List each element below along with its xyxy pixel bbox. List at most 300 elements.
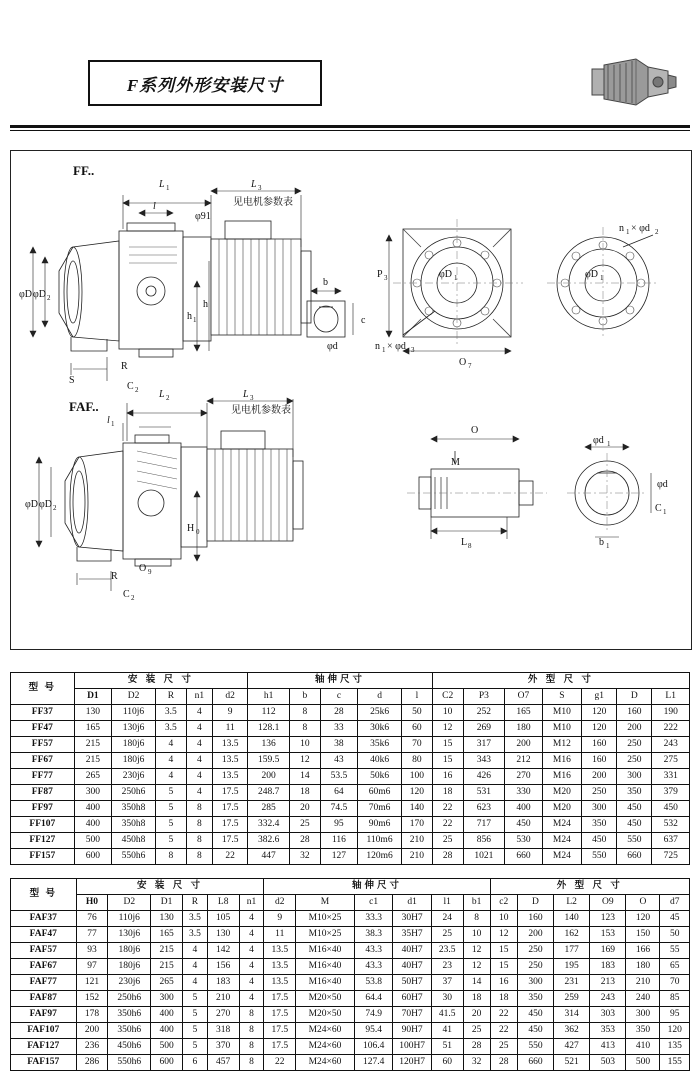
table-cell: 5 xyxy=(155,785,186,801)
table-cell: 50 xyxy=(402,705,433,721)
table-cell: 4 xyxy=(186,721,212,737)
table-cell: 350h8 xyxy=(112,801,156,817)
svg-text:O: O xyxy=(471,425,479,436)
table-cell: 200 xyxy=(517,927,553,943)
table-cell: 200 xyxy=(505,737,542,753)
cell-model: FAF87 xyxy=(11,991,77,1007)
table-cell: 270 xyxy=(505,769,542,785)
table-cell: 150 xyxy=(626,927,660,943)
table-cell: 450 xyxy=(617,817,652,833)
cell-model: FF87 xyxy=(11,785,75,801)
th2-O9: O9 xyxy=(590,895,626,911)
table-cell: 450 xyxy=(617,801,652,817)
table-cell: 350h6 xyxy=(108,1007,151,1023)
table-cell: 550h6 xyxy=(108,1055,151,1071)
table-cell: 22 xyxy=(490,1007,517,1023)
table-cell: M24 xyxy=(542,817,582,833)
table-cell: 112 xyxy=(248,705,290,721)
table-cell: 25k6 xyxy=(358,705,402,721)
table-row xyxy=(11,833,690,849)
table-cell: 60 xyxy=(431,1055,463,1071)
table-cell: 180j6 xyxy=(112,753,156,769)
table-cell: 22 xyxy=(490,1023,517,1039)
svg-text:2: 2 xyxy=(166,394,170,402)
table-cell: 400 xyxy=(74,801,111,817)
table-cell: 135 xyxy=(660,1039,690,1055)
table-cell: M24×60 xyxy=(296,1023,355,1039)
table-cell: 28 xyxy=(320,705,357,721)
table-cell: 450h8 xyxy=(112,833,156,849)
table-cell: 4 xyxy=(155,769,186,785)
table-cell: 170 xyxy=(402,817,433,833)
table-cell: 60 xyxy=(402,721,433,737)
table-cell: M24×60 xyxy=(296,1055,355,1071)
th2-D1: D1 xyxy=(151,895,183,911)
table-cell: 660 xyxy=(617,849,652,865)
th-b: b xyxy=(290,689,321,705)
table-cell: 17.5 xyxy=(264,991,296,1007)
table-cell: 95.4 xyxy=(354,1023,392,1039)
table-cell: 120 xyxy=(582,705,617,721)
table-cell: 250h6 xyxy=(108,991,151,1007)
table-cell: 128.1 xyxy=(248,721,290,737)
table-cell: M16×40 xyxy=(296,959,355,975)
table-cell: 236 xyxy=(76,1039,108,1055)
table-cell: 130j6 xyxy=(112,721,156,737)
svg-text:O: O xyxy=(139,563,147,574)
table-row xyxy=(11,817,690,833)
table-cell: 32 xyxy=(463,1055,490,1071)
table-cell: M10×25 xyxy=(296,927,355,943)
svg-text:h: h xyxy=(187,311,192,322)
table-cell: 637 xyxy=(652,833,690,849)
table-cell: 153 xyxy=(590,927,626,943)
dimension-table-ff xyxy=(10,672,690,865)
table-cell: 5 xyxy=(182,991,207,1007)
cell-model: FF157 xyxy=(11,849,75,865)
table-cell: 50H7 xyxy=(393,975,431,991)
table-cell: 140 xyxy=(402,801,433,817)
table-cell: 8 xyxy=(463,911,490,927)
table-cell: 74.9 xyxy=(354,1007,392,1023)
table-row xyxy=(11,943,690,959)
table-cell: 165 xyxy=(151,927,183,943)
table-cell: 4 xyxy=(182,959,207,975)
table-cell: 22 xyxy=(213,849,248,865)
table-cell: 180 xyxy=(505,721,542,737)
table-cell: 4 xyxy=(186,769,212,785)
th-L1: L1 xyxy=(652,689,690,705)
cell-model: FF107 xyxy=(11,817,75,833)
table-cell: 8 xyxy=(155,849,186,865)
table-cell: 15 xyxy=(490,943,517,959)
table-cell: 20 xyxy=(463,1007,490,1023)
table-cell: 165 xyxy=(505,705,542,721)
table-cell: 14 xyxy=(290,769,321,785)
table-cell: 16 xyxy=(490,975,517,991)
cell-model: FAF107 xyxy=(11,1023,77,1039)
table-cell: 4 xyxy=(186,737,212,753)
table-cell: 500 xyxy=(626,1055,660,1071)
table-cell: M24 xyxy=(542,849,582,865)
table-cell: 160 xyxy=(617,705,652,721)
table-cell: 22 xyxy=(432,817,463,833)
th2-l1: l1 xyxy=(431,895,463,911)
table-cell: 45 xyxy=(660,911,690,927)
table-cell: 183 xyxy=(590,959,626,975)
table-cell: 160 xyxy=(582,753,617,769)
svg-text:1: 1 xyxy=(600,274,604,282)
table-cell: 275 xyxy=(652,753,690,769)
svg-text:2: 2 xyxy=(135,386,139,394)
table-cell: 521 xyxy=(554,1055,590,1071)
table-row xyxy=(11,911,690,927)
table-cell: 362 xyxy=(554,1023,590,1039)
table-cell: 4 xyxy=(239,927,264,943)
svg-text:1: 1 xyxy=(193,316,197,324)
cell-model: FAF127 xyxy=(11,1039,77,1055)
svg-text:S: S xyxy=(69,375,75,386)
table-cell: 43 xyxy=(320,753,357,769)
table-cell: 350 xyxy=(517,991,553,1007)
table-cell: 503 xyxy=(590,1055,626,1071)
th-O7: O7 xyxy=(505,689,542,705)
svg-text:1: 1 xyxy=(626,228,630,236)
table-cell: 1021 xyxy=(463,849,505,865)
table-cell: 13.5 xyxy=(213,769,248,785)
group-mounting: 安 装 尺 寸 xyxy=(74,673,248,689)
th2-D: D xyxy=(517,895,553,911)
table-cell: 23.5 xyxy=(431,943,463,959)
table-cell: 250 xyxy=(617,737,652,753)
table-cell: M20 xyxy=(542,801,582,817)
group-outline: 外 型 尺 寸 xyxy=(432,673,689,689)
th2-d1: d1 xyxy=(393,895,431,911)
table-cell: 18 xyxy=(463,991,490,1007)
table-cell: 65 xyxy=(660,959,690,975)
table-cell: M24×60 xyxy=(296,1039,355,1055)
table-cell: 17.5 xyxy=(213,833,248,849)
table-cell: 13.5 xyxy=(213,737,248,753)
table-cell: 4 xyxy=(239,911,264,927)
table-cell: 74.5 xyxy=(320,801,357,817)
table-cell: 95 xyxy=(660,1007,690,1023)
svg-text:L: L xyxy=(251,179,257,190)
col-model-2: 型 号 xyxy=(11,879,77,911)
table-row xyxy=(11,991,690,1007)
table-cell: 215 xyxy=(151,959,183,975)
table-cell: 8 xyxy=(239,1023,264,1039)
table-cell: 350 xyxy=(617,785,652,801)
th-C2: C2 xyxy=(432,689,463,705)
table-cell: 17.5 xyxy=(264,1007,296,1023)
svg-text:7: 7 xyxy=(468,362,472,370)
table-cell: 30k6 xyxy=(358,721,402,737)
table-cell: 130 xyxy=(151,911,183,927)
svg-text:2: 2 xyxy=(47,294,51,302)
th2-R: R xyxy=(182,895,207,911)
table-cell: 200 xyxy=(248,769,290,785)
th2-L2: L2 xyxy=(554,895,590,911)
table-cell: 210 xyxy=(402,849,433,865)
table-cell: 8 xyxy=(186,801,212,817)
table-cell: 265 xyxy=(151,975,183,991)
table-cell: 300 xyxy=(617,769,652,785)
table-cell: 600 xyxy=(151,1055,183,1071)
svg-text:1: 1 xyxy=(382,346,386,354)
table-cell: 30H7 xyxy=(393,911,431,927)
table-cell: 660 xyxy=(517,1055,553,1071)
table-cell: 243 xyxy=(590,991,626,1007)
table-cell: 120m6 xyxy=(358,849,402,865)
table-cell: 331 xyxy=(652,769,690,785)
table-cell: 100H7 xyxy=(393,1039,431,1055)
table-cell: 330 xyxy=(505,785,542,801)
table-cell: 51 xyxy=(431,1039,463,1055)
table-cell: 400 xyxy=(151,1023,183,1039)
svg-text:1: 1 xyxy=(607,440,611,448)
table-cell: 100 xyxy=(402,769,433,785)
table-cell: 215 xyxy=(151,943,183,959)
table-cell: 303 xyxy=(590,1007,626,1023)
table-cell: 400 xyxy=(505,801,542,817)
dimension-table-faf xyxy=(10,878,690,1071)
svg-text:1: 1 xyxy=(606,542,610,550)
table-cell: 8 xyxy=(239,1039,264,1055)
table-cell: 70m6 xyxy=(358,801,402,817)
technical-drawing xyxy=(11,151,689,647)
cell-model: FF37 xyxy=(11,705,75,721)
table-cell: 5 xyxy=(182,1023,207,1039)
th-d: d xyxy=(358,689,402,705)
table-cell: 156 xyxy=(207,959,239,975)
table-cell: M16 xyxy=(542,753,582,769)
group-outline-2: 外 型 尺 寸 xyxy=(490,879,689,895)
table-row xyxy=(11,801,690,817)
table-cell: 12 xyxy=(290,753,321,769)
svg-text:L: L xyxy=(461,537,468,548)
table-row xyxy=(11,705,690,721)
table-cell: 30 xyxy=(431,991,463,1007)
table-cell: 120 xyxy=(402,785,433,801)
table-cell: 450h6 xyxy=(108,1039,151,1055)
table-cell: 152 xyxy=(76,991,108,1007)
table-cell: 11 xyxy=(213,721,248,737)
table-cell: 12 xyxy=(490,927,517,943)
th2-H0: H0 xyxy=(76,895,108,911)
table-group-header-row xyxy=(11,673,690,689)
svg-text:b: b xyxy=(599,537,604,548)
svg-text:0: 0 xyxy=(196,528,200,536)
table-cell: 22 xyxy=(264,1055,296,1071)
table-cell: 32 xyxy=(290,849,321,865)
table-cell: 55 xyxy=(660,943,690,959)
table-cell: 856 xyxy=(463,833,505,849)
table-cell: 210 xyxy=(207,991,239,1007)
svg-text:1: 1 xyxy=(663,508,667,516)
svg-text:3: 3 xyxy=(258,184,262,192)
table-cell: 10 xyxy=(463,927,490,943)
table-cell: 353 xyxy=(590,1023,626,1039)
table-cell: 210 xyxy=(402,833,433,849)
table-cell: 243 xyxy=(652,737,690,753)
table-cell: 90m6 xyxy=(358,817,402,833)
table-cell: 142 xyxy=(207,943,239,959)
table-cell: 15 xyxy=(490,959,517,975)
table-cell: 13.5 xyxy=(213,753,248,769)
table-row xyxy=(11,1039,690,1055)
table-cell: 70 xyxy=(660,975,690,991)
table-cell: 162 xyxy=(554,927,590,943)
svg-text:3: 3 xyxy=(384,274,388,282)
th-D2: D2 xyxy=(112,689,156,705)
table-cell: 623 xyxy=(463,801,505,817)
table-cell: 38 xyxy=(320,737,357,753)
table-cell: 160 xyxy=(582,737,617,753)
svg-text:φ91: φ91 xyxy=(195,211,211,222)
table-cell: 550 xyxy=(582,849,617,865)
svg-text:H: H xyxy=(187,523,195,534)
th2-c1: c1 xyxy=(354,895,392,911)
table-cell: 457 xyxy=(207,1055,239,1071)
table-cell: 212 xyxy=(505,753,542,769)
table-cell: 110m6 xyxy=(358,833,402,849)
table-row xyxy=(11,1023,690,1039)
table-cell: 35H7 xyxy=(393,927,431,943)
table-cell: 300 xyxy=(626,1007,660,1023)
table-cell: 250 xyxy=(517,943,553,959)
table-cell: 250 xyxy=(517,959,553,975)
table-cell: 64.4 xyxy=(354,991,392,1007)
table-cell: 60m6 xyxy=(358,785,402,801)
table-cell: 6 xyxy=(182,1055,207,1071)
table-cell: 177 xyxy=(554,943,590,959)
table-cell: 43.3 xyxy=(354,943,392,959)
cell-model: FF57 xyxy=(11,737,75,753)
table-cell: 40k6 xyxy=(358,753,402,769)
table-row xyxy=(11,975,690,991)
table-cell: 120 xyxy=(582,721,617,737)
svg-text:2: 2 xyxy=(655,228,659,236)
svg-text:h: h xyxy=(203,299,208,310)
svg-text:l: l xyxy=(107,415,110,426)
table-cell: 400 xyxy=(151,1007,183,1023)
table-cell: 8 xyxy=(186,817,212,833)
group-shaft: 轴伸尺寸 xyxy=(248,673,433,689)
table-cell: 180j6 xyxy=(112,737,156,753)
svg-text:3: 3 xyxy=(250,394,254,402)
table-cell: 240 xyxy=(626,991,660,1007)
cell-model: FAF47 xyxy=(11,927,77,943)
table-cell: 8 xyxy=(239,1055,264,1071)
table-cell: 123 xyxy=(590,911,626,927)
th-P3: P3 xyxy=(463,689,505,705)
table-cell: 4 xyxy=(182,975,207,991)
table-cell: 5 xyxy=(182,1007,207,1023)
cell-model: FAF97 xyxy=(11,1007,77,1023)
table-cell: 600 xyxy=(74,849,111,865)
table-cell: 70H7 xyxy=(393,1007,431,1023)
table-cell: 4 xyxy=(239,975,264,991)
table-cell: 16 xyxy=(432,769,463,785)
svg-text:C: C xyxy=(127,381,134,392)
svg-text:2: 2 xyxy=(131,594,135,602)
table-cell: 18 xyxy=(432,785,463,801)
table-cell: 200 xyxy=(582,769,617,785)
table-cell: 8 xyxy=(186,849,212,865)
table-cell: 200 xyxy=(617,721,652,737)
th-n1: n1 xyxy=(186,689,212,705)
svg-text:φd: φd xyxy=(327,341,338,352)
table-cell: 231 xyxy=(554,975,590,991)
cell-model: FF97 xyxy=(11,801,75,817)
table-cell: 230j6 xyxy=(112,769,156,785)
table-cell: 159.5 xyxy=(248,753,290,769)
table-cell: 4 xyxy=(155,737,186,753)
table-cell: 18 xyxy=(490,991,517,1007)
svg-text:φD: φD xyxy=(19,289,32,300)
table-cell: 160 xyxy=(517,911,553,927)
table-cell: 130 xyxy=(74,705,111,721)
table-cell: 5 xyxy=(155,801,186,817)
table-cell: 350h6 xyxy=(108,1023,151,1039)
table-cell: 8 xyxy=(290,705,321,721)
table-cell: 110j6 xyxy=(108,911,151,927)
table-cell: 382.6 xyxy=(248,833,290,849)
th2-M: M xyxy=(296,895,355,911)
table-cell: 300 xyxy=(517,975,553,991)
table-cell: 17.5 xyxy=(264,1023,296,1039)
table-column-header-row xyxy=(11,689,690,705)
table-cell: 130j6 xyxy=(108,927,151,943)
table-cell: 9 xyxy=(264,911,296,927)
table-cell: 350 xyxy=(582,817,617,833)
svg-text:见电机参数表: 见电机参数表 xyxy=(233,197,293,208)
table-cell: 248.7 xyxy=(248,785,290,801)
table-cell: 270 xyxy=(207,1007,239,1023)
cell-model: FAF67 xyxy=(11,959,77,975)
table2-column-header-row xyxy=(11,895,690,911)
svg-text:φD: φD xyxy=(33,289,46,300)
table-cell: 166 xyxy=(626,943,660,959)
table-cell: 550h6 xyxy=(112,849,156,865)
table-cell: 450 xyxy=(582,833,617,849)
table-cell: 314 xyxy=(554,1007,590,1023)
table-cell: 23 xyxy=(431,959,463,975)
table-row xyxy=(11,721,690,737)
table-cell: 25 xyxy=(432,833,463,849)
svg-text:× φd: × φd xyxy=(387,341,406,352)
th-d2: d2 xyxy=(213,689,248,705)
table-cell: 25 xyxy=(290,817,321,833)
table-cell: 22 xyxy=(432,801,463,817)
table-row xyxy=(11,753,690,769)
table-cell: 13.5 xyxy=(264,975,296,991)
table-cell: 450 xyxy=(517,1023,553,1039)
table-cell: 180j6 xyxy=(108,943,151,959)
table-cell: 18 xyxy=(290,785,321,801)
table-cell: 12 xyxy=(463,959,490,975)
table-cell: 450 xyxy=(517,1007,553,1023)
table-cell: 17.5 xyxy=(213,801,248,817)
svg-text:n: n xyxy=(375,341,380,352)
table-cell: 213 xyxy=(590,975,626,991)
th2-L8: L8 xyxy=(207,895,239,911)
svg-text:φD: φD xyxy=(585,269,598,280)
table-cell: 343 xyxy=(463,753,505,769)
table-cell: 33.3 xyxy=(354,911,392,927)
svg-text:b: b xyxy=(323,277,328,288)
